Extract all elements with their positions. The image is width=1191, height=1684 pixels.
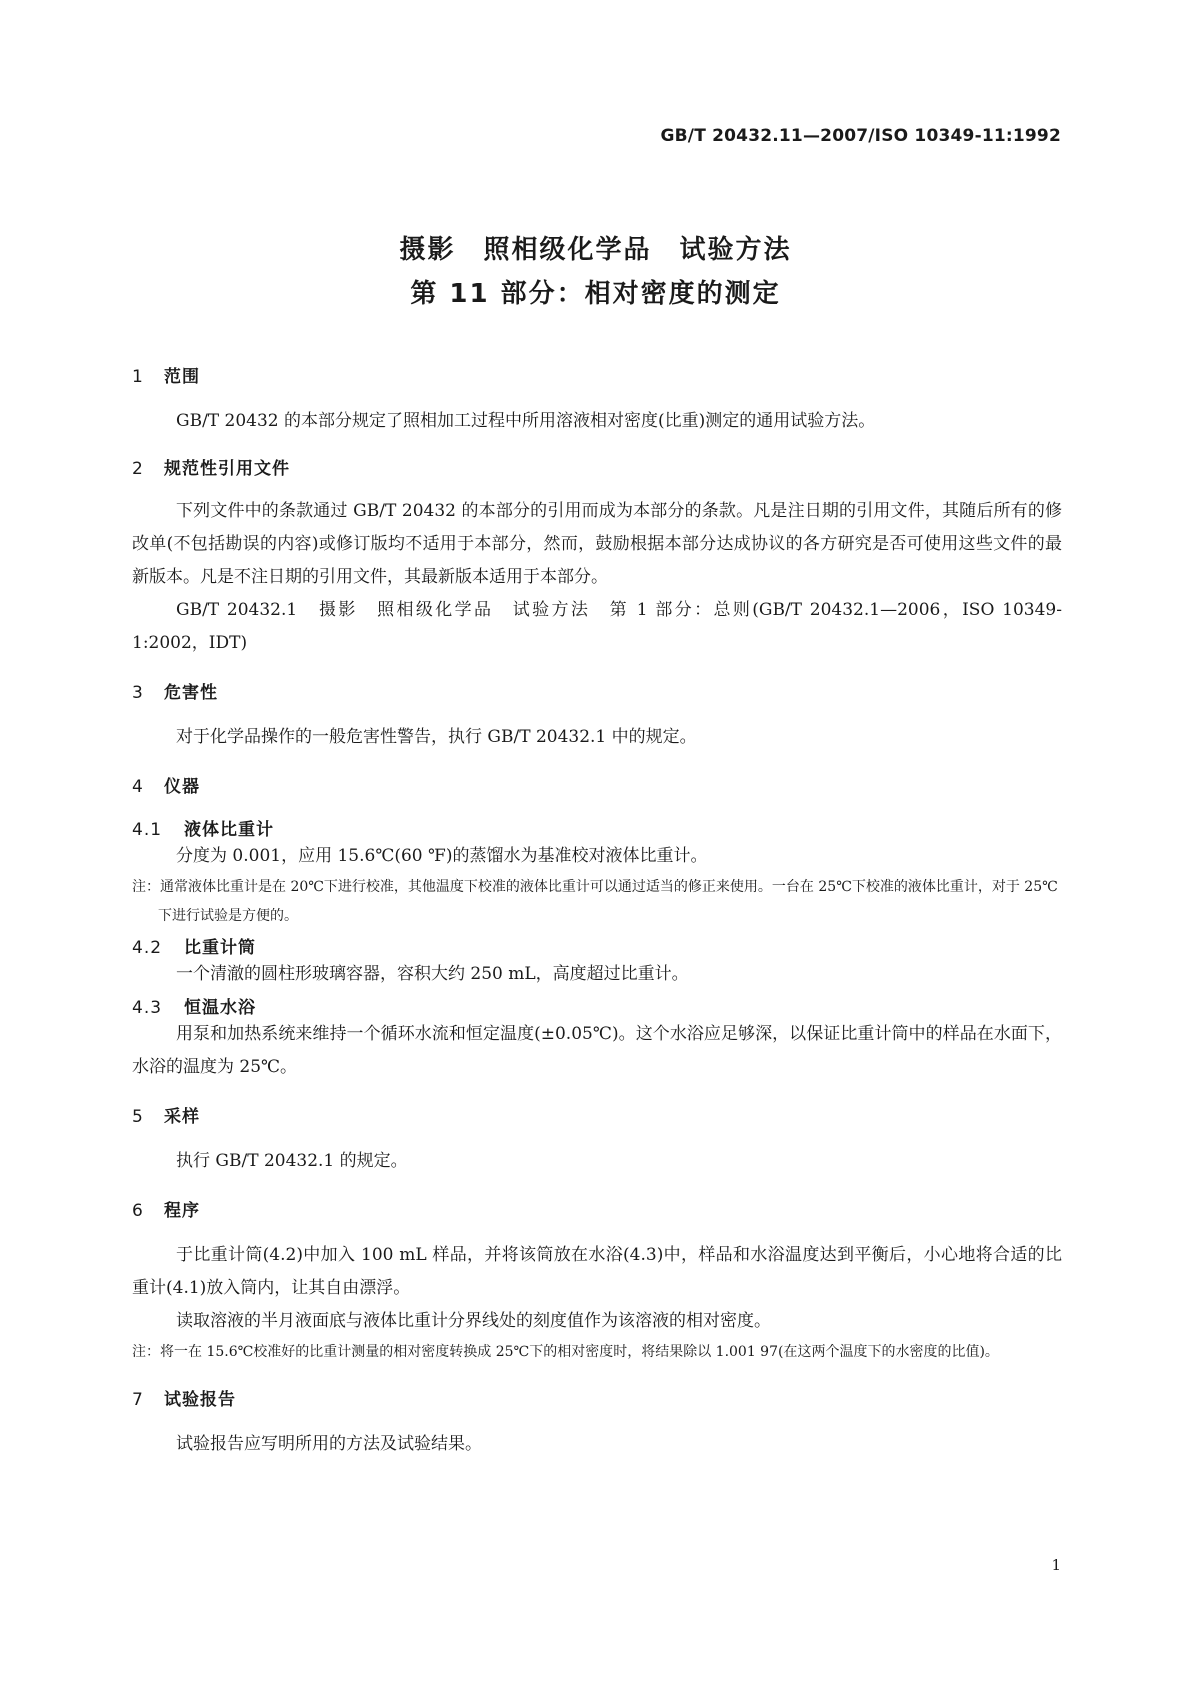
section-1-heading: [132, 362, 1062, 387]
section-number: 5: [132, 1107, 144, 1127]
section-1-text: GB/T 20432 的本部分规定了照相加工过程中所用溶液相对密度(比重)测定的通用试验方法。: [176, 411, 876, 431]
subsection-number: 4.2: [132, 938, 163, 958]
section-number: 3: [132, 683, 144, 703]
subsection-title: 恒温水浴: [184, 998, 256, 1018]
document-title: [0, 228, 1191, 316]
section-7-text: 试验报告应写明所用的方法及试验结果。: [176, 1434, 482, 1454]
standard-code: GB/T 20432.11—2007/ISO 10349-11:1992: [660, 126, 1061, 146]
section-2-heading: [132, 454, 1062, 479]
subsection-4-3-heading: [132, 993, 1062, 1018]
section-number: 7: [132, 1390, 144, 1410]
page-number: 1: [1051, 1556, 1061, 1574]
subsection-title: 液体比重计: [184, 820, 274, 840]
section-number: 2: [132, 459, 144, 479]
subsection-4-1-heading: [132, 815, 1062, 840]
section-title: 程序: [164, 1201, 200, 1221]
section-5-text: 执行 GB/T 20432.1 的规定。: [176, 1151, 408, 1171]
section-2-reference: GB/T 20432.1 摄影 照相级化学品 试验方法 第 1 部分：总则(GB/T 20432.1—2006，ISO 10349-1:2002，IDT): [132, 600, 1062, 653]
section-number: 4: [132, 777, 144, 797]
subsection-title: 比重计筒: [184, 938, 256, 958]
section-number: 1: [132, 367, 144, 387]
subsection-number: 4.1: [132, 820, 163, 840]
section-title: 规范性引用文件: [164, 459, 290, 479]
section-6-text-2: 读取溶液的半月液面底与液体比重计分界线处的刻度值作为该溶液的相对密度。: [176, 1311, 771, 1331]
subsection-4-1-note: 注：通常液体比重计是在 20℃下进行校准，其他温度下校准的液体比重计可以通过适当的修正来使用。一台在 25℃下校准的液体比重计，对于 25℃下进行试验是方便的。: [132, 879, 1058, 924]
section-title: 试验报告: [164, 1390, 236, 1410]
section-5-heading: [132, 1102, 1062, 1127]
subsection-4-2-heading: [132, 933, 1062, 958]
section-3-heading: [132, 678, 1062, 703]
section-4-heading: [132, 772, 1062, 797]
subsection-4-3-text: 用泵和加热系统来维持一个循环水流和恒定温度(±0.05℃)。这个水浴应足够深，以保证比重计筒中的样品在水面下，水浴的温度为 25℃。: [132, 1024, 1062, 1077]
subsection-number: 4.3: [132, 998, 163, 1018]
subsection-4-1-text: 分度为 0.001，应用 15.6℃(60 ℉)的蒸馏水为基准校对液体比重计。: [176, 846, 708, 866]
title-line-2: 第 11 部分：相对密度的测定: [410, 279, 781, 309]
section-title: 采样: [164, 1107, 200, 1127]
section-title: 仪器: [164, 777, 200, 797]
section-7-heading: [132, 1385, 1062, 1410]
section-6-note: 注：将一在 15.6℃校准好的比重计测量的相对密度转换成 25℃下的相对密度时，将结果除以 1.001 97(在这两个温度下的水密度的比值)。: [132, 1344, 999, 1360]
section-number: 6: [132, 1201, 144, 1221]
section-6-heading: [132, 1196, 1062, 1221]
section-title: 范围: [164, 367, 200, 387]
title-line-1: 摄影 照相级化学品 试验方法: [399, 235, 792, 265]
section-3-text: 对于化学品操作的一般危害性警告，执行 GB/T 20432.1 中的规定。: [176, 727, 697, 747]
section-6-text-1: 于比重计筒(4.2)中加入 100 mL 样品，并将该筒放在水浴(4.3)中，样品和水浴温度达到平衡后，小心地将合适的比重计(4.1)放入筒内，让其自由漂浮。: [132, 1245, 1062, 1298]
section-title: 危害性: [164, 683, 218, 703]
subsection-4-2-text: 一个清澈的圆柱形玻璃容器，容积大约 250 mL，高度超过比重计。: [176, 964, 689, 984]
document-body: [132, 362, 1062, 1461]
section-2-text: 下列文件中的条款通过 GB/T 20432 的本部分的引用而成为本部分的条款。凡是注日期的引用文件，其随后所有的修改单(不包括勘误的内容)或修订版均不适用于本部分，然而，鼓励根据本部分达成协议的各方研究是否可使用这些文件的最新版本。凡是不注日期的引用文件，其最新版本适用于本部分。: [132, 501, 1062, 587]
